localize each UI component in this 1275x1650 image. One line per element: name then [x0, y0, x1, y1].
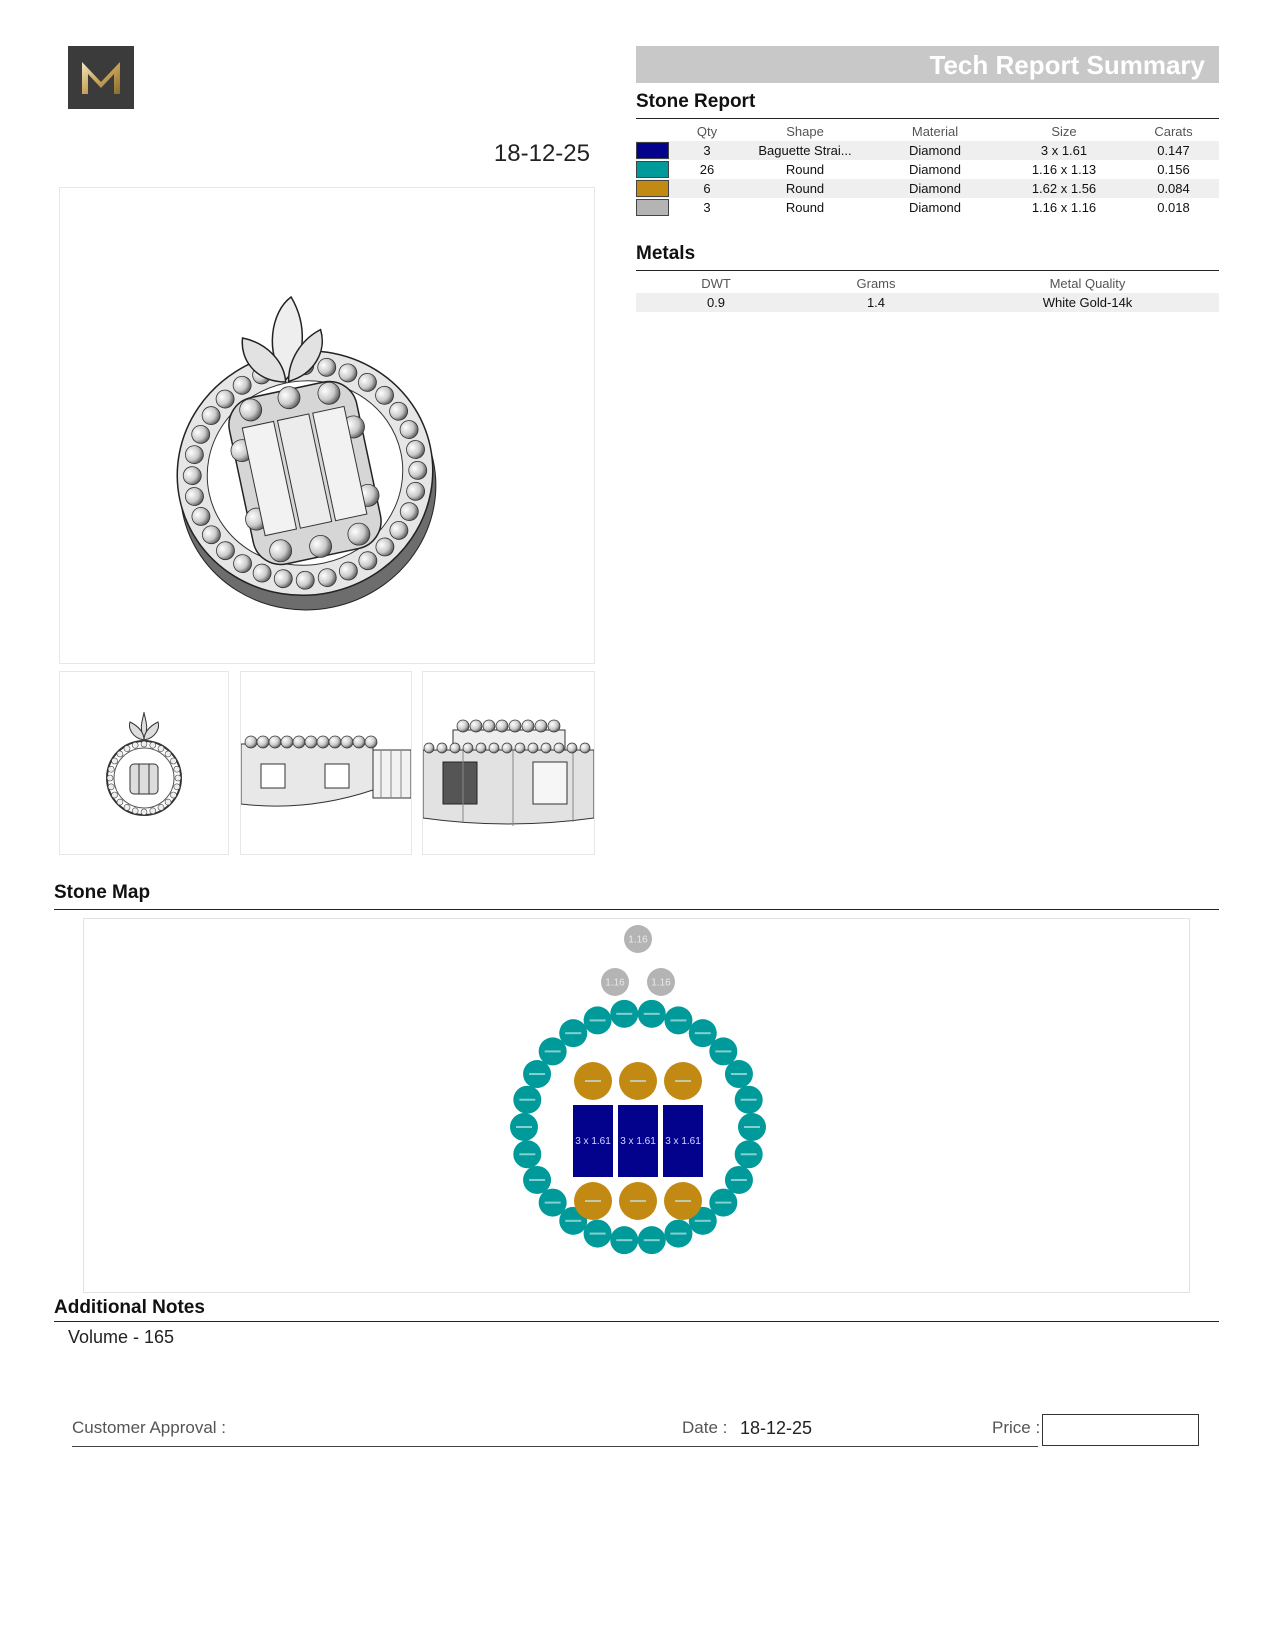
- stone-shape: Baguette Strai...: [740, 141, 870, 160]
- stone-label-mark: [630, 1200, 646, 1202]
- stone-label-mark: [741, 1099, 757, 1101]
- col-header-dwt: DWT: [701, 275, 731, 291]
- company-logo: [68, 46, 134, 109]
- stone-size: 1.16 x 1.16: [1031, 200, 1097, 215]
- thumbnail-perspective-view: [422, 671, 595, 855]
- table-row: [636, 141, 1219, 160]
- stone-size-label: 1.16: [651, 977, 671, 989]
- stone-size-label: 1.16: [628, 934, 648, 946]
- stone-label-mark: [545, 1202, 561, 1204]
- stone-label-mark: [590, 1019, 606, 1021]
- main-render-view: [59, 187, 595, 664]
- stone-color-swatch-cell: [636, 160, 674, 179]
- metal-grams: 1.4: [796, 293, 956, 312]
- stone-label-mark: [731, 1179, 747, 1181]
- stone-size: 1.16 x 1.13: [1031, 162, 1097, 177]
- stone-color-swatch: [636, 199, 669, 216]
- stone-shape: Round: [785, 200, 825, 215]
- stone-label-mark: [644, 1013, 660, 1015]
- stone-label-mark: [616, 1013, 632, 1015]
- additional-notes-rule: [54, 1321, 1219, 1322]
- stone-label-mark: [545, 1050, 561, 1052]
- stone-map-diagram: [84, 919, 1189, 1292]
- baguette-size-label: 3 x 1.61: [575, 1136, 611, 1147]
- stone-label-mark: [585, 1080, 601, 1082]
- stone-qty: 3: [674, 141, 740, 160]
- stone-label-mark: [630, 1080, 646, 1082]
- stone-qty: 6: [674, 179, 740, 198]
- stone-label-mark: [565, 1220, 581, 1222]
- stone-label-mark: [565, 1032, 581, 1034]
- stone-label-mark: [519, 1099, 535, 1101]
- col-header-metal-quality: Metal Quality: [1049, 275, 1126, 291]
- stone-label-mark: [715, 1050, 731, 1052]
- metals-rule: [636, 270, 1219, 271]
- swatch-col-header: [636, 121, 674, 141]
- stone-color-swatch: [636, 142, 669, 159]
- customer-approval-label: Customer Approval :: [72, 1418, 227, 1437]
- logo-m-icon: [68, 46, 134, 109]
- stone-material: Diamond: [870, 141, 1000, 160]
- stone-report-table: [636, 121, 1219, 217]
- col-header-carats: Carats: [1154, 123, 1193, 139]
- thumbnail-front-view: [59, 671, 229, 855]
- stone-color-swatch: [636, 180, 669, 197]
- stone-report-header-row: [636, 121, 1219, 141]
- table-row: [636, 179, 1219, 198]
- thumbnail-side-image: [241, 672, 411, 854]
- report-date: 18-12-25: [493, 140, 590, 167]
- stone-label-mark: [695, 1032, 711, 1034]
- stone-label-mark: [675, 1200, 691, 1202]
- thumbnail-front-image: [60, 672, 228, 854]
- stone-label-mark: [529, 1179, 545, 1181]
- stone-material: Diamond: [908, 200, 962, 215]
- stone-map-title: Stone Map: [54, 882, 151, 903]
- stone-label-mark: [741, 1153, 757, 1155]
- stone-material: Diamond: [908, 162, 962, 177]
- pendant-render-image: [60, 188, 594, 663]
- stone-carats: 0.018: [1157, 200, 1190, 215]
- table-row: [636, 160, 1219, 179]
- stone-label-mark: [744, 1126, 760, 1128]
- metals-header-row: [636, 273, 1219, 293]
- col-header-size: Size: [1051, 123, 1077, 139]
- metals-table: [636, 273, 1219, 312]
- baguette-size-label: 3 x 1.61: [665, 1136, 701, 1147]
- col-header-material: Material: [911, 123, 959, 139]
- report-title-bar: [636, 46, 1219, 83]
- price-label: Price :: [992, 1418, 1041, 1437]
- price-input-box[interactable]: [1042, 1414, 1199, 1446]
- metal-dwt: 0.9: [636, 293, 796, 312]
- stone-label-mark: [670, 1233, 686, 1235]
- stone-label-mark: [519, 1153, 535, 1155]
- baguette-size-label: 3 x 1.61: [620, 1136, 656, 1147]
- stone-label-mark: [715, 1202, 731, 1204]
- stone-shape: Round: [785, 162, 825, 177]
- stone-material: Diamond: [870, 179, 1000, 198]
- report-title: Tech Report Summary: [929, 50, 1205, 80]
- stone-color-swatch-cell: [636, 141, 674, 160]
- approval-date-label: Date :: [682, 1418, 728, 1437]
- stone-qty: 3: [703, 200, 711, 215]
- stone-carats: 0.156: [1157, 162, 1190, 177]
- metal-quality: White Gold-14k: [956, 293, 1219, 312]
- stone-map-rule: [54, 909, 1219, 910]
- stone-report-rule: [636, 118, 1219, 119]
- col-header-qty: Qty: [696, 123, 718, 139]
- table-row: [636, 293, 1219, 312]
- stone-report-title: Stone Report: [636, 91, 756, 112]
- approval-signature-line: [72, 1446, 1038, 1447]
- col-header-shape: Shape: [786, 123, 824, 139]
- additional-notes-title: Additional Notes: [54, 1297, 205, 1318]
- stone-carats: 0.147: [1128, 141, 1219, 160]
- stone-shape: Round: [740, 179, 870, 198]
- stone-label-mark: [516, 1126, 532, 1128]
- stone-label-mark: [529, 1073, 545, 1075]
- stone-label-mark: [590, 1233, 606, 1235]
- table-row: [636, 198, 1219, 217]
- stone-carats: 0.084: [1128, 179, 1219, 198]
- stone-qty: 26: [699, 162, 715, 177]
- stone-label-mark: [585, 1200, 601, 1202]
- col-header-grams: Grams: [856, 275, 896, 291]
- stone-size: 3 x 1.61: [1000, 141, 1128, 160]
- stone-label-mark: [670, 1019, 686, 1021]
- stone-color-swatch: [636, 161, 669, 178]
- stone-label-mark: [616, 1239, 632, 1241]
- thumbnail-perspective-image: [423, 672, 594, 854]
- thumbnail-side-view: [240, 671, 412, 855]
- metals-title: Metals: [636, 243, 696, 264]
- stone-label-mark: [675, 1080, 691, 1082]
- stone-size-label: 1.16: [605, 977, 625, 989]
- notes-text: Volume - 165: [68, 1327, 175, 1347]
- stone-label-mark: [644, 1239, 660, 1241]
- stone-size: 1.62 x 1.56: [1000, 179, 1128, 198]
- stone-label-mark: [695, 1220, 711, 1222]
- stone-color-swatch-cell: [636, 198, 674, 217]
- approval-date-value: 18-12-25: [740, 1418, 813, 1438]
- stone-label-mark: [731, 1073, 747, 1075]
- stone-map-panel: [83, 918, 1190, 1293]
- stone-color-swatch-cell: [636, 179, 674, 198]
